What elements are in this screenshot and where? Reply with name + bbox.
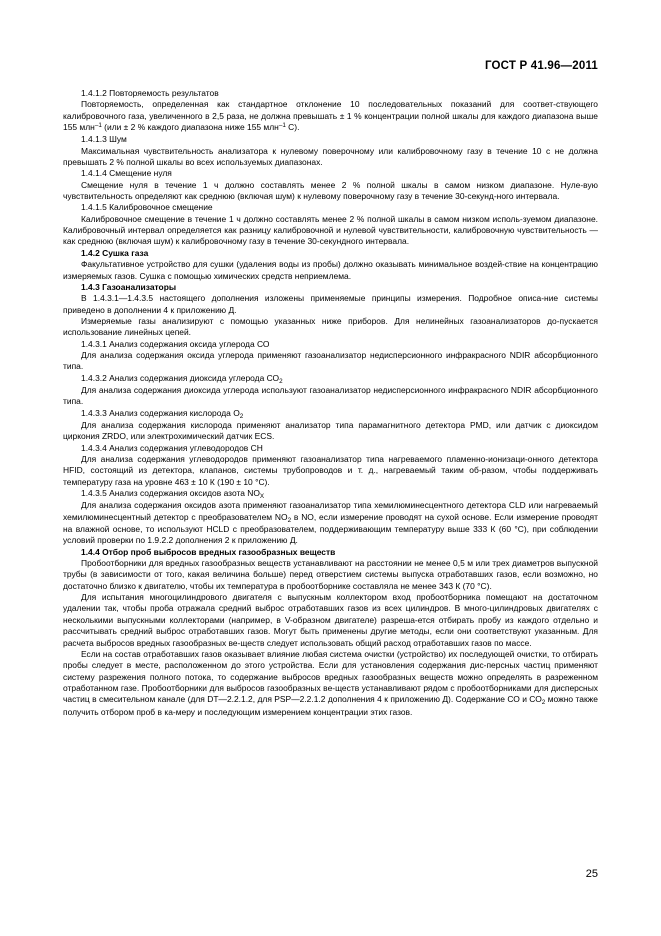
paragraph-1-4-3-a: В 1.4.3.1—1.4.3.5 настоящего дополнения изложены применяемые принципы измерения. Подробное описа-ние системы приведено в дополнении 4 к приложению Д. — [63, 293, 598, 315]
paragraph-1-4-4-b: Для испытания многоцилиндрового двигателя с выпускным коллектором вход пробоотборника помещают на достаточном удалении так, чтобы проба отражала средний выброс отработавших газов из всех цилиндров. В много-цилиндровых двигателях с несколькими выпускными коллекторами (например, в V-образном двигателе) разреша-ется отбирать пробу из каждого отдельно и рассчитывать средний выброс отработавших газов. Могут быть применены другие методы, если они соответствуют указанным. Для расчета выбросов вредных газообразных ве-ществ следует использовать общий расход отработавших газов по массе. — [63, 592, 598, 648]
paragraph-1-4-4-a: Пробоотборники для вредных газообразных веществ устанавливают на расстоянии не менее 0,5 м или трех диаметров выпускной трубы (в зависимости от того, какая величина больше) перед отверстием системы выпуска отработавших газов, если возможно, но достаточно близко к двигателю, чтобы их температура в пробоотборнике составляла не менее 343 К (70 °С). — [63, 558, 598, 591]
page-header-standard: ГОСТ Р 41.96—2011 — [484, 60, 598, 72]
paragraph-1-4-3-4: Для анализа содержания углеводородов применяют газоанализатор типа нагреваемого пламенно-ионизаци-онного детектора HFID, состоящий из детектора, клапанов, системы трубопроводов и т. д., нагреваемый таким об-разом, чтобы поддерживать температуру газа на уровне 463 ± 10 К (190 ± 10 °С). — [63, 454, 598, 487]
paragraph-1-4-3-1: Для анализа содержания оксида углерода применяют газоанализатор недисперсионного инфракрасного NDIR абсорбционного типа. — [63, 349, 598, 372]
section-heading-1-4-3-3: 1.4.3.3 Анализ содержания кислорода $О_2$ — [81, 407, 244, 420]
section-heading-1-4-3-2: 1.4.3.2 Анализ содержания диоксида углерода $СО_2$ — [81, 372, 283, 385]
paragraph-1-4-1-5: Калибровочное смещение в течение 1 ч должно составлять менее 2 % полной шкалы в самом низком исполь-зуемом диапазоне. Калибровочный интервал определяется как разницу калибровочной и нулевой чувствительности, калибровочную чувствительность — как среднюю (включая шум) к калибровочному газу в течение 30-секундного интервала. — [63, 213, 598, 247]
paragraph-1-4-1-3: Максимальная чувствительность анализатора к нулевому поверочному или калибровочному газу в течение 10 с не должна превышать 2 % полной шкалы во всех используемых диапазонах. — [63, 145, 598, 168]
paragraph-1-4-2: Факультативное устройство для сушки (удаления воды из пробы) должно оказывать минимальное воздей-ствие на концентрацию измеряемых газов. Сушка с помощью химических средств неприемлема. — [63, 259, 598, 281]
section-heading-1-4-3-5: 1.4.3.5 Анализ содержания оксидов азота $NO_X$ — [81, 488, 265, 501]
section-heading-1-4-1-4: 1.4.1.4 Смещение нуля — [81, 168, 172, 179]
section-heading-1-4-3-1: 1.4.3.1 Анализ содержания оксида углерода СО — [81, 338, 270, 349]
section-heading-1-4-2: 1.4.2 Сушка газа — [81, 247, 149, 258]
section-heading-1-4-3-4: 1.4.3.4 Анализ содержания углеводородов СН — [81, 442, 263, 453]
section-heading-1-4-1-2: 1.4.1.2 Повторяемость результатов — [81, 88, 219, 98]
section-heading-1-4-1-5: 1.4.1.5 Калибровочное смещение — [81, 202, 213, 213]
paragraph-1-4-3-5: Для анализа содержания оксидов азота применяют газоанализатор типа хемилюминесцентного детектора CLD или нагреваемый хемилюминесцентный детектор с преобразователем $NO_2$ в NO, если измерение проводят на сухой основе. Если измерение проводят на влажной основе, то используют HCLD с преобразователем, поддерживающим температуру выше 333 К (60 °С), при соблюдении условий проверки по 1.9.2.2 дополнения 2 к приложению Д. — [63, 500, 598, 546]
document-body — [63, 88, 598, 718]
paragraph-1-4-1-4: Смещение нуля в течение 1 ч должно составлять менее 2 % полной шкалы в самом низком диапазоне. Нуле-вую чувствительность определяют как среднюю (включая шум) к нулевому поверочному газу в течение 30-секунд-ного интервала. — [63, 179, 598, 202]
paragraph-1-4-1-2: Повторяемость, определенная как стандартное отклонение 10 последовательных показаний для соответ-ствующего калибровочного газа, увеличенного в 2,5 раза, не должна превышать ± 1 % концентрации полной шкалы для каждого диапазона выше 155 млн$^{-1}$ (или ± 2 % каждого диапазона ниже 155 млн$^{-1}$ С). — [63, 99, 598, 133]
section-heading-1-4-1-3: 1.4.1.3 Шум — [81, 134, 127, 145]
paragraph-1-4-3-b: Измеряемые газы анализируют с помощью указанных ниже приборов. Для нелинейных газоанализаторов до-пускается использование линейных цепей. — [63, 315, 598, 338]
page-number: 25 — [585, 868, 598, 880]
section-heading-1-4-3: 1.4.3 Газоанализаторы — [81, 281, 177, 292]
section-heading-1-4-4: 1.4.4 Отбор проб выбросов вредных газообразных веществ — [81, 546, 336, 557]
paragraph-1-4-3-2: Для анализа содержания диоксида углерода используют газоанализатор недисперсионного инфракрасного NDIR абсорбционного типа. — [63, 384, 598, 407]
paragraph-1-4-3-3: Для анализа содержания кислорода применяют анализатор типа парамагнитного детектора PMD, или датчик с диоксидом циркония ZRDO, или электрохимический датчик ECS. — [63, 419, 598, 442]
paragraph-1-4-4-c: Если на состав отработавших газов оказывает влияние любая система очистки (устройство) их последующей очистки, то отбирать пробы следует в месте, расположенном до этого устройства. Если для установления содержания дис-персных частиц применяют систему разрежения полного потока, то содержание выбросов вредных газообразных веществ можно определять в разреженном отработанном газе. Пробоотборники для выбросов газообразных ве-ществ устанавливают рядом с пробоотборниками для дисперсных частиц в смесительном канале (для DT—2.2.1.2, для PSP—2.2.1.2 дополнения 4 к приложению Д). Содержание СО и $СО_2$ можно также получить отбором проб в ка-меру и последующим измерением концентрации этих газов. — [63, 648, 598, 717]
